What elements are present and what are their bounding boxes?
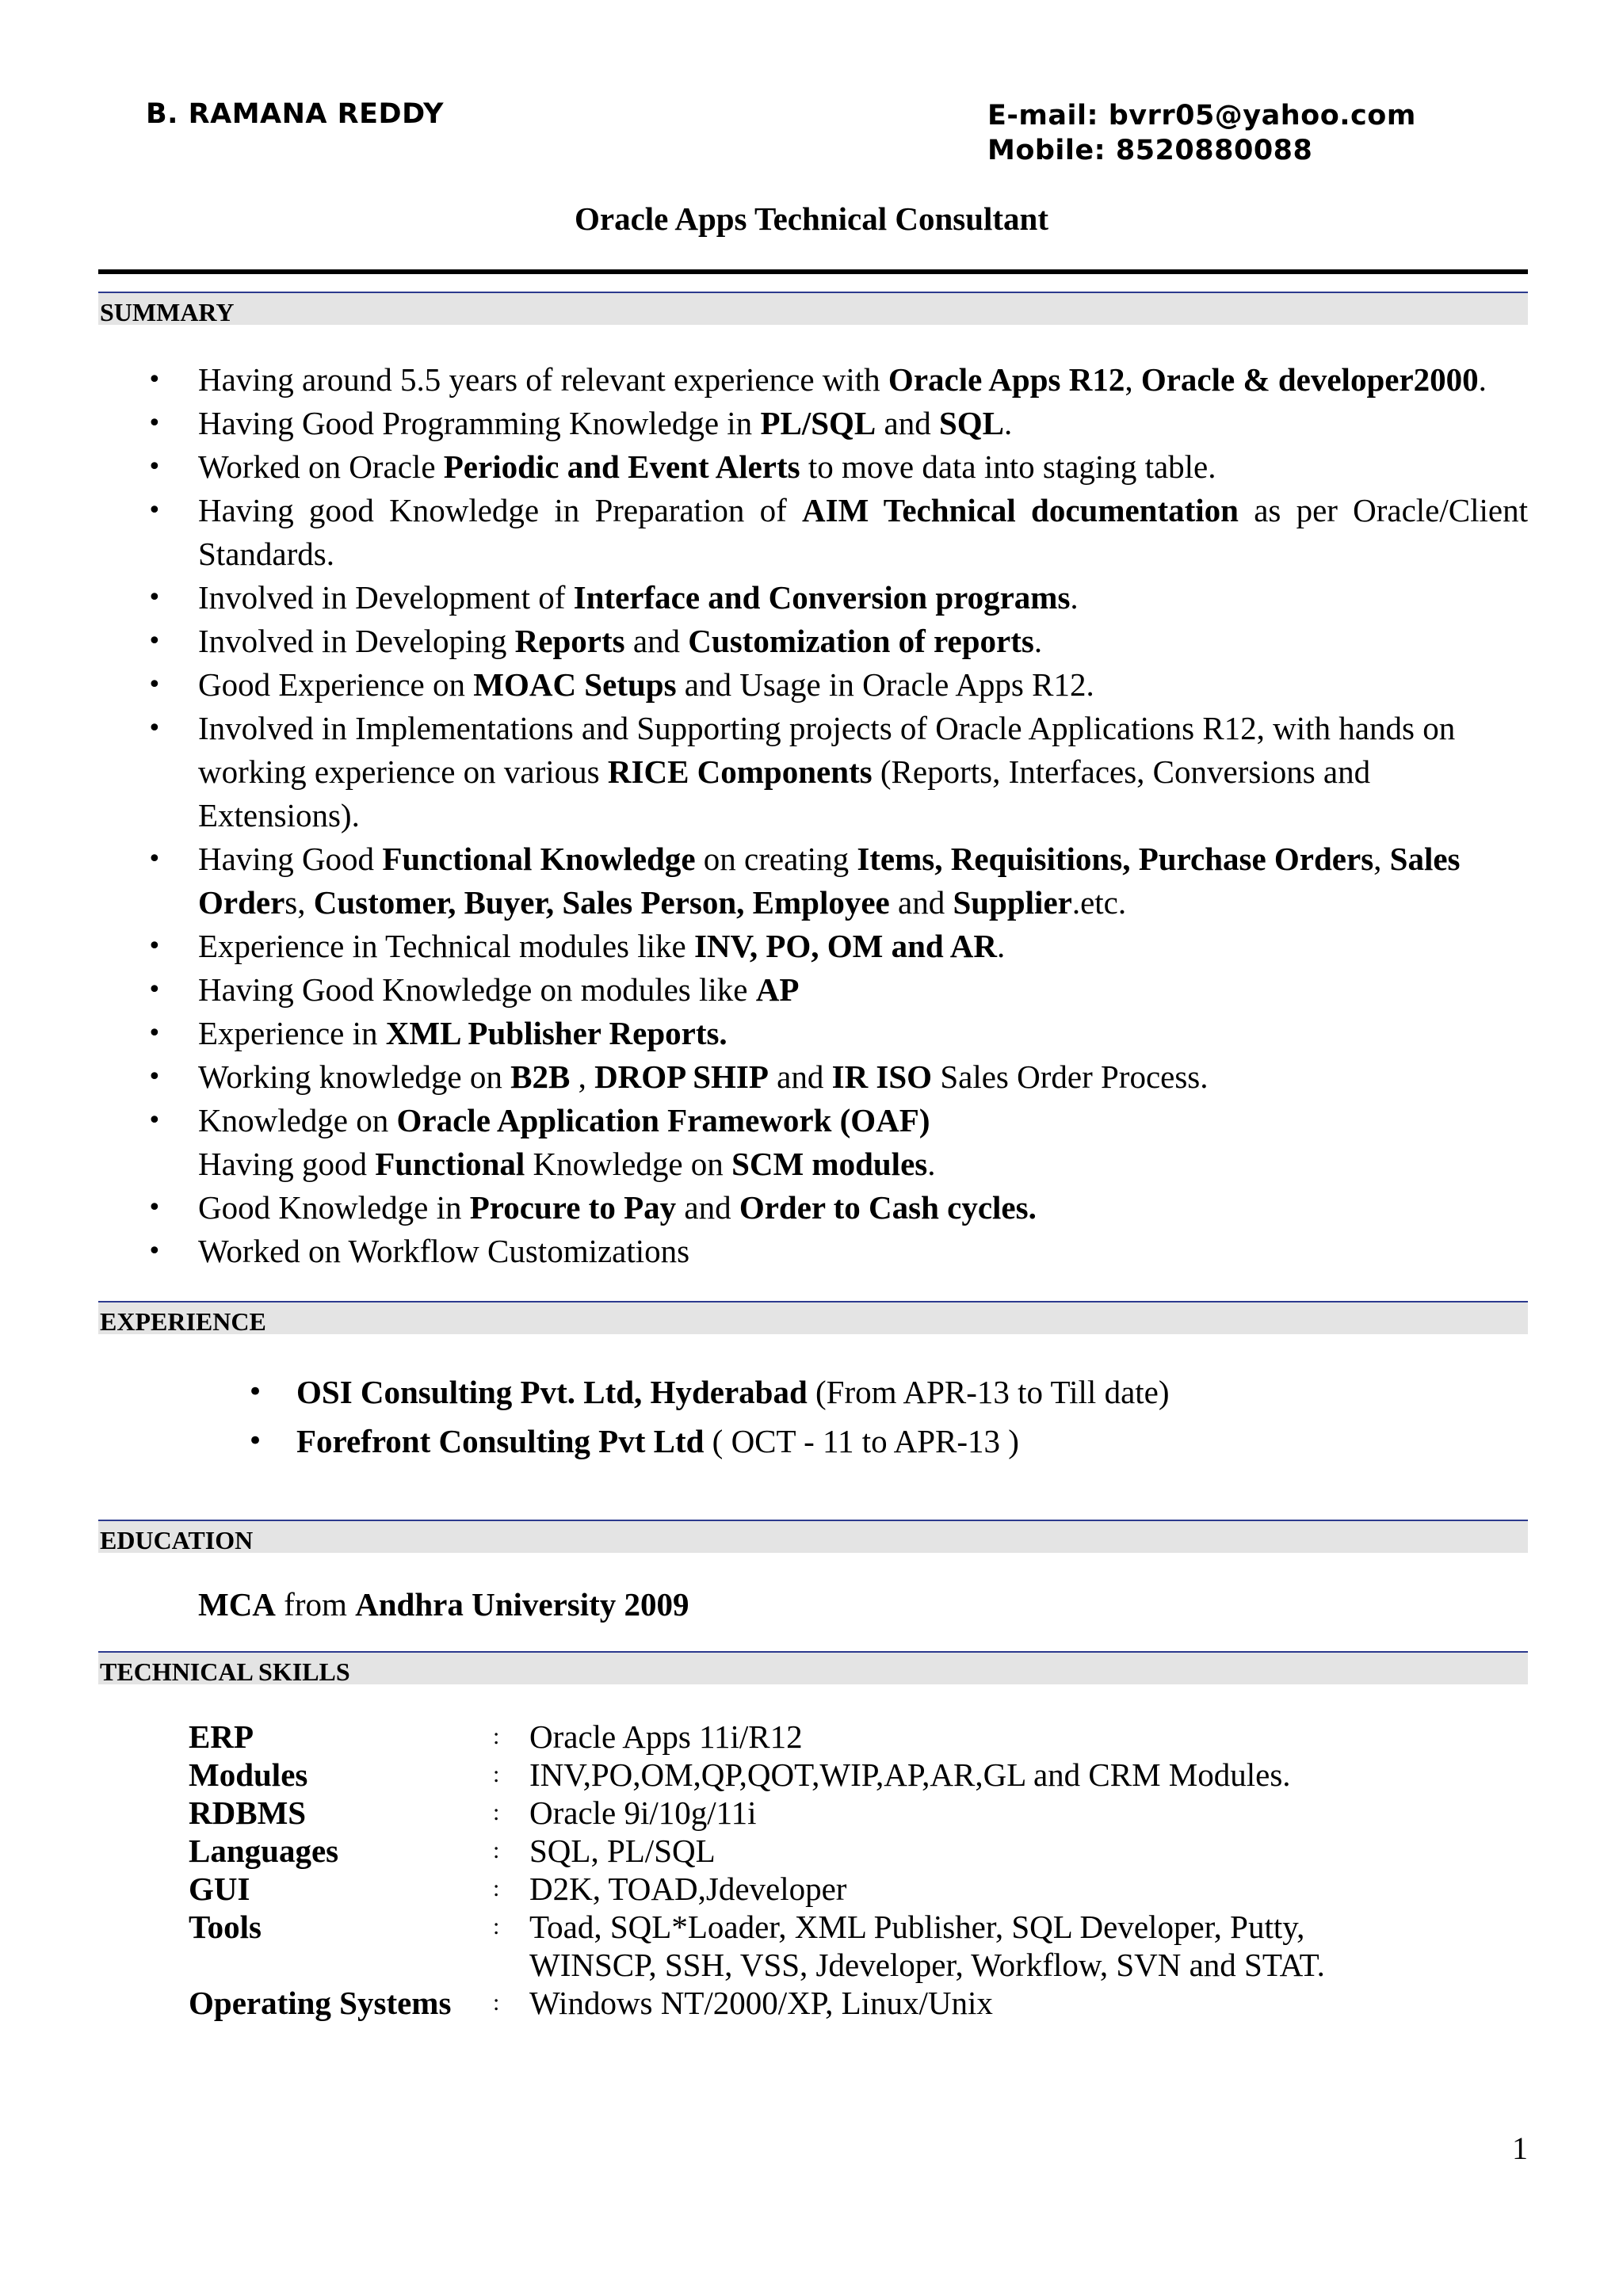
section-title: SUMMARY	[100, 298, 235, 326]
list-item: • Good Knowledge in Procure to Pay and Order to Cash cycles.	[147, 1189, 1037, 1226]
list-item: • Having Good Knowledge on modules like AP	[147, 971, 800, 1008]
list-item: • Forefront Consulting Pvt Ltd ( OCT - 11 to APR-13 )	[247, 1423, 1019, 1459]
header-divider	[98, 269, 1528, 274]
education-entry: MCA from Andhra University 2009	[198, 1586, 689, 1623]
list-item: • Having around 5.5 years of relevant experience with Oracle Apps R12, Oracle & developer2000.	[147, 361, 1487, 398]
candidate-name: B. RAMANA REDDY	[146, 98, 444, 130]
section-title: TECHNICAL SKILLS	[100, 1657, 350, 1686]
table-row: Languages : SQL, PL/SQL	[189, 1833, 716, 1869]
table-row: GUI : D2K, TOAD,Jdeveloper	[189, 1871, 847, 1907]
list-item: • Good Experience on MOAC Setups and Usage in Oracle Apps R12.	[147, 666, 1094, 703]
section-experience-header	[98, 1301, 1528, 1334]
list-item: • Involved in Implementations and Supporting projects of Oracle Applications R12, with hands on working experience on various RICE Components (Reports, Interfaces, Conversions and Extensions).	[147, 710, 1456, 833]
job-title: Oracle Apps Technical Consultant	[574, 200, 1049, 237]
section-skills-header	[98, 1651, 1528, 1684]
list-item: • Having Good Programming Knowledge in PL/SQL and SQL.	[147, 405, 1013, 441]
email-line: E-mail: bvrr05@yahoo.com	[987, 100, 1416, 132]
section-summary-header	[98, 292, 1528, 325]
list-item: • Experience in Technical modules like INV, PO, OM and AR.	[147, 928, 1006, 964]
table-row: Tools : Toad, SQL*Loader, XML Publisher, SQL Developer, Putty,	[189, 1909, 1305, 1945]
list-item: • Worked on Oracle Periodic and Event Alerts to move data into staging table.	[147, 448, 1216, 485]
list-item: • Worked on Workflow Customizations	[147, 1233, 690, 1269]
section-title: EXPERIENCE	[100, 1307, 266, 1336]
list-item: • Involved in Development of Interface and Conversion programs.	[147, 579, 1079, 616]
section-title: EDUCATION	[100, 1526, 254, 1554]
contact-block	[987, 98, 1416, 168]
list-item: • OSI Consulting Pvt. Ltd, Hyderabad (From APR-13 to Till date)	[247, 1374, 1170, 1410]
table-row: RDBMS : Oracle 9i/10g/11i	[189, 1794, 757, 1831]
summary-list	[98, 358, 1528, 1273]
list-item: • Working knowledge on B2B , DROP SHIP and IR ISO Sales Order Process.	[147, 1058, 1209, 1095]
table-row: Operating Systems : Windows NT/2000/XP, Linux/Unix	[189, 1985, 993, 2021]
table-row: Modules : INV,PO,OM,QP,QOT,WIP,AP,AR,GL and CRM Modules.	[189, 1756, 1291, 1793]
section-education-header	[98, 1520, 1528, 1553]
skills-table	[189, 1718, 1401, 2022]
list-item: • Having good Knowledge in Preparation of AIM Technical documentation as per Oracle/Client Standards.	[147, 492, 1528, 572]
list-item: • Knowledge on Oracle Application Framework (OAF)	[147, 1102, 930, 1138]
list-item: • Experience in XML Publisher Reports.	[147, 1015, 727, 1051]
experience-list	[98, 1367, 1528, 1466]
table-row: WINSCP, SSH, VSS, Jdeveloper, Workflow, SVN and STAT.	[529, 1947, 1325, 1983]
list-item: • Having Good Functional Knowledge on creating Items, Requisitions, Purchase Orders, Sales Orders, Customer, Buyer, Sales Person, Employee and Supplier.etc.	[147, 841, 1461, 921]
list-item: Having good Functional Knowledge on SCM modules.	[198, 1146, 936, 1182]
table-row: ERP : Oracle Apps 11i/R12	[189, 1718, 803, 1755]
page-number: 1	[1512, 2130, 1528, 2166]
list-item: • Involved in Developing Reports and Customization of reports.	[147, 623, 1043, 659]
mobile-line: Mobile: 8520880088	[987, 135, 1313, 166]
